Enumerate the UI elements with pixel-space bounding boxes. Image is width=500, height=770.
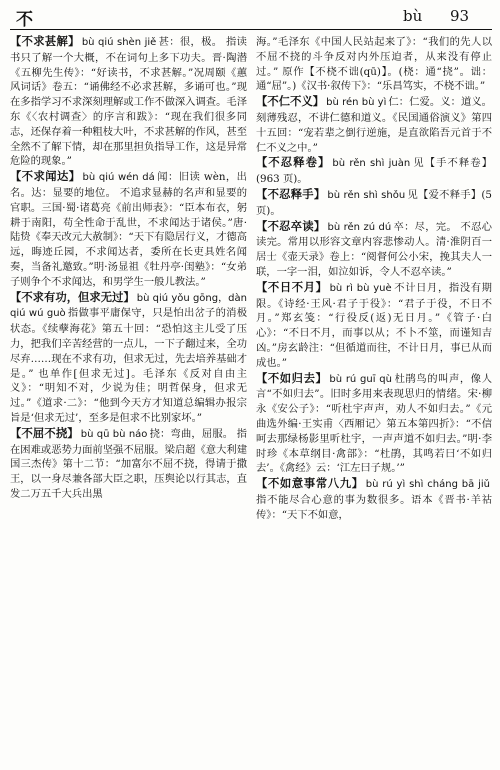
entry bbox=[256, 372, 492, 477]
entry-definition: 闻：旧读 wèn，出名。达：显要的地位。 不追求显赫的名声和显要的官职。三国·蜀·诸葛亮《前出师表》：“臣本布衣，躬耕于南阳，苟全性命于乱世，不求闻达于诸侯。”唐·陆贽《奉天改元大赦制》：“天下有隐居行义，才德高远，晦迹丘园，不求闻达者，委所在长吏具姓名闻奏，当备礼邀致。”明·汤显祖《牡丹亭·闺塾》：“女弟子则争个不求闻达，和男学生一般儿教法。” bbox=[10, 171, 247, 288]
entry-definition: 仁：仁爱。义：道义。 刻薄残忍，不讲仁德和道义。《民国通俗演义》第四十五回：“宠若辈之倒行逆施，是直欲陷吾元首于不仁不义之中。” bbox=[256, 96, 492, 154]
entry-headword: 【不忍释卷】 bbox=[256, 156, 331, 170]
entry bbox=[256, 220, 492, 280]
entry-pinyin: bù rú yì shì cháng bā jiǔ bbox=[365, 479, 490, 491]
header-rule bbox=[10, 29, 492, 30]
entry-pinyin: bù rì bù yuè bbox=[329, 282, 392, 294]
header-character: 不 bbox=[16, 10, 33, 30]
entry-pinyin: bù rén bù yì bbox=[326, 97, 387, 109]
entry-headword: 【不求有功，但求无过】 bbox=[10, 290, 135, 304]
entry-pinyin: bù qū bù náo bbox=[80, 428, 148, 440]
entry-definition: 不计日月，指没有期限。《诗经·王风·君子于役》：“君子于役，不日不月。”郑玄笺：“行役反(返)无日月。”《管子·白心》：“不日不月，而事以从；不卜不筮，而谨知吉凶。”房玄龄注：“但循道而往，不计日月，事已从而成也。” bbox=[256, 281, 492, 369]
entry-definition: 挠：弯曲，屈服。 指在困难或恶势力面前坚强不屈服。梁启超《意大利建国三杰传》第十二节：“加富尔不屈不挠，得请于撒王，以一身尽兼各部大臣之职，压舆论以行其志，直发二万五千大兵出黑 bbox=[10, 427, 247, 500]
entry-headword: 【不如归去】 bbox=[256, 371, 328, 385]
entry-definition: 卒：尽，完。 不忍心读完。常用以形容文章内容悲惨动人。清·淮阴百一居士《壶天录》卷上：“阅督何公小宋，挽其夫人一联，一字一泪，如泣如诉，令人不忍卒读。” bbox=[256, 220, 492, 278]
entry-headword: 【不如意事常八九】 bbox=[256, 477, 364, 491]
entry bbox=[256, 188, 492, 219]
entry-headword: 【不日不月】 bbox=[256, 280, 328, 294]
entry bbox=[10, 427, 247, 502]
entry bbox=[256, 95, 492, 155]
page-number: 93 bbox=[450, 7, 470, 25]
entry-pinyin: bù qiú shèn jiě bbox=[81, 37, 157, 48]
entry-headword: 【不屈不挠】 bbox=[10, 426, 79, 440]
entry-headword: 【不求甚解】 bbox=[10, 35, 80, 48]
entry-definition: 见【手不释卷】(963 页)。 bbox=[256, 157, 492, 186]
entry bbox=[256, 477, 492, 522]
entry bbox=[10, 170, 247, 289]
entry bbox=[10, 291, 247, 426]
left-column bbox=[10, 35, 247, 763]
entry-definition: 指做事平庸保守，只是怕出岔子的消极状态。《续孽海花》第五十回：“恐怕这主儿受了压力，把我们辛苦经营的一点儿，一下子翻过来，全功尽弃……现在不求有功，但求无过，先去培养基础才是。” 也单作[但求无过]。毛泽东《反对自由主义》：“明知不对，少说为佳；明哲保身，但求无过。”《道求·二》：“他到今天方才知道总编辑办报宗旨是‘但求无过’，至多是但求不比别家坏。” bbox=[10, 307, 247, 424]
entry-pinyin: bù qiú wén dá bbox=[82, 172, 155, 184]
entry-definition: 指不能尽合心意的事为数很多。语本《晋书·羊祜传》：“天下不如意， bbox=[256, 493, 492, 521]
entry-definition: 杜鹃鸟的叫声，像人言“不如归去”。旧时多用来表现思归的情绪。宋·柳永《安公子》：“听杜宇声声，劝人不如归去。”《元曲选外编·王实甫〈西厢记〉第五本第四折》：“不信呵去那绿杨影里听杜宇，一声声道不如归去。”明·李时珍《本草纲目·禽部》：“杜鹃，其鸣若曰‘不如归去’。《禽经》云：‘江左曰子规。’” bbox=[256, 372, 492, 475]
entry-definition: 见【爱不释手】(5 页)。 bbox=[256, 188, 492, 217]
entry bbox=[10, 35, 247, 169]
page-header bbox=[0, 0, 500, 34]
right-column bbox=[256, 35, 492, 763]
entry-definition: 甚：很，极。 指读书只了解一个大概，不在词句上多下功夫。晋·陶潜《五柳先生传》：“好读书，不求甚解。”况周颐《蕙风词话》卷五：“诵佛经不必求甚解，多诵可也。”现在多指学习不求深刻理解或工作不做深入调查。毛泽东《〈农村调查〉的序言和跋》：“现在我们很多同志，还保存着一种粗枝大叶，不求甚解的作风，甚至全然不了解下情，却在那里担负指导工作，这是异常危险的现象。” bbox=[10, 36, 247, 168]
entry-pinyin: bù rěn zú dú bbox=[327, 221, 392, 233]
header-pinyin: bù bbox=[403, 7, 423, 25]
entry-pinyin: bù rěn shì shǒu bbox=[327, 189, 406, 201]
entry-headword: 【不求闻达】 bbox=[10, 170, 81, 184]
entry-definition: 海。”毛泽东《中国人民站起来了》：“我们的先人以不屈不挠的斗争反对内外压迫者，从来没有停止过。” 原作【不桡不诎(qū)】。(桡：通“挠”。诎：通“屈”。)《汉书·叙传下》：“乐昌笃实，不桡不诎。” bbox=[256, 36, 492, 93]
entry-continuation bbox=[256, 35, 492, 94]
entry-headword: 【不仁不义】 bbox=[256, 95, 325, 109]
entry bbox=[256, 281, 492, 371]
entry-headword: 【不忍卒读】 bbox=[256, 219, 326, 233]
entry-pinyin: bù rú guī qù bbox=[329, 373, 392, 385]
entry bbox=[256, 156, 492, 187]
entry-pinyin: bù qiú yǒu gōng，dàn qiú wú guò bbox=[10, 292, 247, 320]
entry-pinyin: bù rěn shì juàn bbox=[332, 158, 411, 170]
entry-headword: 【不忍释手】 bbox=[256, 187, 326, 201]
